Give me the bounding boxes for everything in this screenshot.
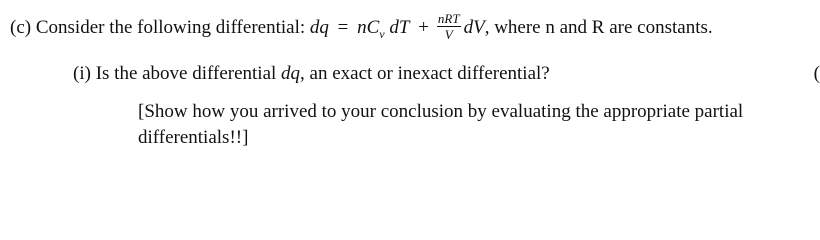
subquestion-text-after: , an exact or inexact differential? bbox=[300, 63, 550, 84]
eq-term1-d: d bbox=[389, 16, 399, 38]
eq-frac-numerator: nRT bbox=[437, 11, 460, 26]
eq-plus: + bbox=[418, 16, 429, 38]
eq-term1-C: C bbox=[366, 16, 380, 38]
question-lead: Consider the following differential: bbox=[35, 16, 306, 38]
eq-term2-d: d bbox=[463, 16, 474, 38]
subquestion-i-line bbox=[73, 63, 550, 85]
differential-equation bbox=[309, 11, 485, 42]
eq-term1-var: T bbox=[398, 16, 410, 38]
eq-term2-var: V bbox=[473, 16, 485, 38]
hint-line-2: differentials!!] bbox=[138, 127, 249, 148]
subquestion-label: (i) bbox=[73, 63, 91, 84]
question-c-line bbox=[10, 11, 713, 45]
eq-fraction bbox=[437, 12, 461, 41]
eq-term1-sub: v bbox=[379, 26, 385, 41]
eq-equals: = bbox=[337, 16, 349, 38]
subquestion-text-before: Is the above differential bbox=[95, 63, 277, 84]
eq-lhs-d: d bbox=[309, 16, 320, 38]
subquestion-math: dq bbox=[281, 63, 301, 84]
question-tail: , where n and R are constants. bbox=[484, 16, 713, 38]
eq-lhs-var: q bbox=[319, 16, 329, 38]
margin-bracket-mark: ( bbox=[813, 63, 820, 84]
eq-term1-coef: n bbox=[357, 16, 367, 38]
hint-line-1: [Show how you arrived to your conclusion by evaluating the appropriate partial bbox=[138, 101, 744, 122]
question-label: (c) bbox=[10, 16, 32, 38]
eq-frac-denominator: V bbox=[444, 27, 453, 42]
